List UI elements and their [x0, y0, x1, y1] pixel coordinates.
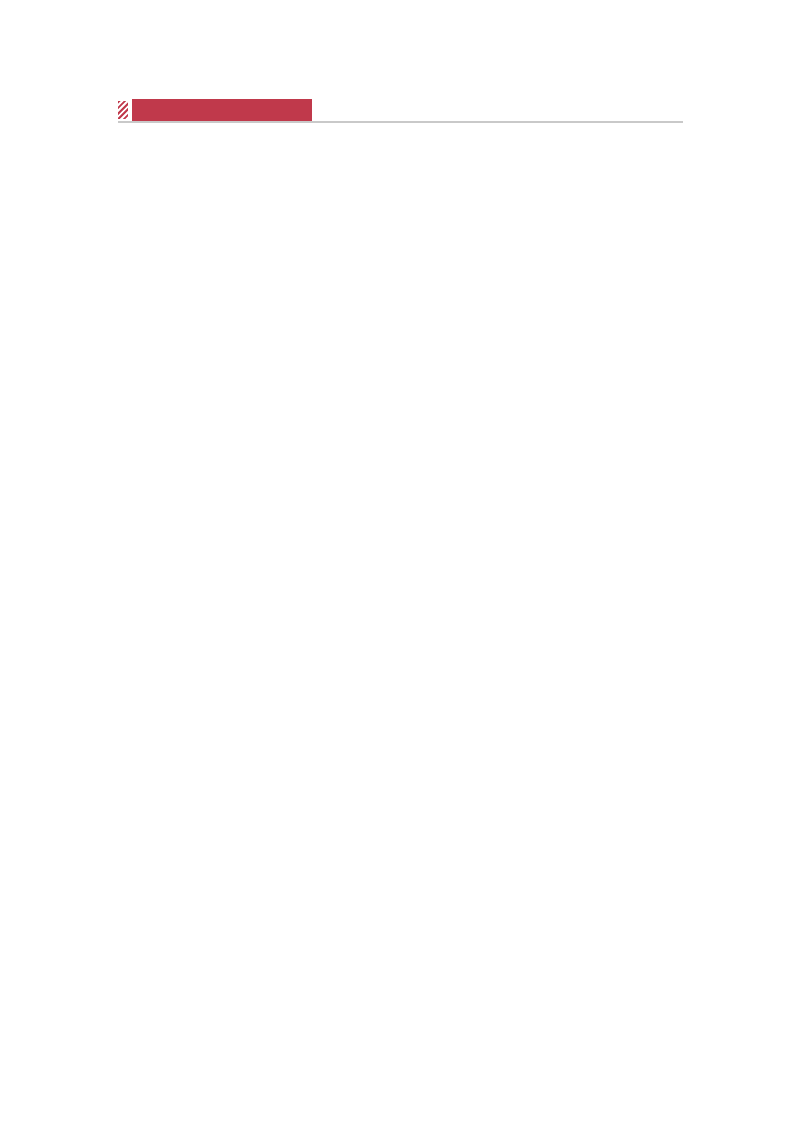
banner-title: [132, 99, 312, 121]
document-page: [118, 96, 683, 127]
section-banner: [118, 99, 683, 123]
banner-stripe-mark: [118, 101, 128, 119]
